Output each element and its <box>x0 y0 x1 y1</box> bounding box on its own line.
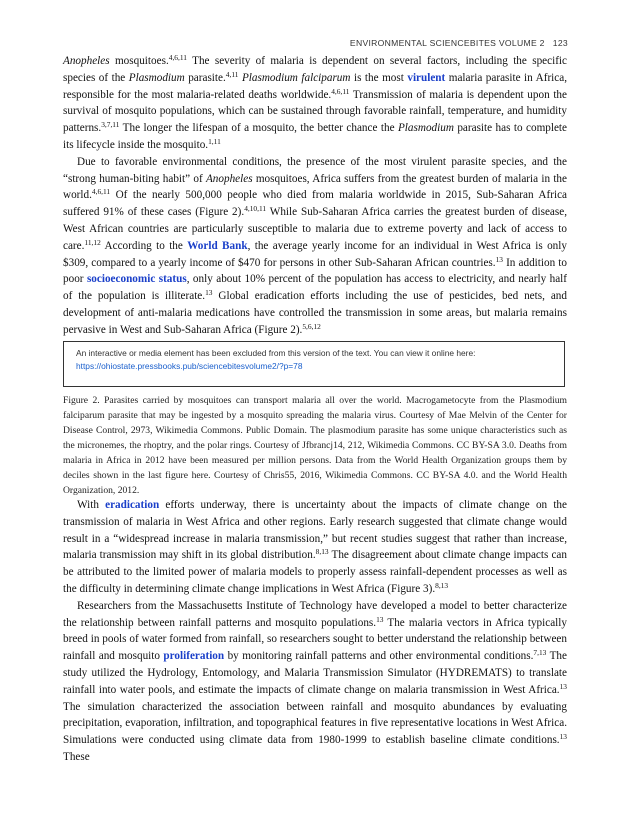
body-text-top <box>63 53 567 339</box>
citation: 4,6,11 <box>168 53 187 62</box>
citation: 8,13 <box>435 580 449 590</box>
embed-online-link[interactable]: https://ohiostate.pressbooks.pub/sciencebitesvolume2/?p=78 <box>76 360 303 371</box>
italic-term: Plasmodium falciparum <box>241 71 351 84</box>
text-run: malaria parasite in Africa, responsible for the most malaria-related deaths worldwide. <box>63 71 568 101</box>
running-header <box>350 38 568 48</box>
text-run: The severity of malaria is dependent on several factors, including the specific species of the <box>63 55 568 84</box>
citation: 8,13 <box>315 547 329 557</box>
citation: 4,10,11 <box>244 204 267 214</box>
text-run: mosquitoes. <box>109 55 169 67</box>
excluded-media-notice <box>63 341 565 387</box>
text-run: The longer the lifespan of a mosquito, the better chance the <box>119 122 398 135</box>
text-run: The disagreement about climate change impacts can be attributed to the limited power of malaria models to properly assess rainfall-dependent processes as well as the difficulty in determining climate change implications in West Africa (Figure 3). <box>63 549 567 595</box>
header-title: ENVIRONMENTAL SCIENCEBITES VOLUME 2 <box>349 38 545 48</box>
citation: 13 <box>205 288 213 298</box>
paragraph-2 <box>63 154 567 339</box>
text-run: The study utilized the Hydrology, Entomology, and Malaria Transmission Simulator (HYDREMATS) to translate rainfall into water pools, and estimate the impacts of climate change on malaria transmission in West Africa. <box>63 650 567 696</box>
text-run: With <box>77 499 106 511</box>
text-run: parasite. <box>184 71 226 84</box>
caption-text: Figure 2. Parasites carried by mosquitoes can transport malaria all over the world. Macrogametocyte from the Plasmodium falciparum parasite that may be ingested by a mosquito spreading the malaria virus. Courtesy of Mae Melvin of the Center for Disease Control, 2973, Wikimedia Commons. Public Domain. The plasmodium parasite has some unique characteristics such as the micronemes, the rhoptry, and the polar rings. Courtesy of Jfbrancj14, 212, Wikimedia Commons. CC BY-SA 3.0. Deaths from malaria in Africa in 2012 have been measured per million persons. Data from the World Health Organization groups them by deciles shown in the last figure here. Courtesy of Chris55, 2016, Wikimedia Commons. CC BY-SA 4.0. and the World Health Organization, 2012. <box>63 395 567 496</box>
paragraph-1 <box>63 53 567 154</box>
text-run: Transmission of malaria is dependent upon the survival of mosquito populations, which can be sustained through favorable rainfall, temperature, and humidity patterns. <box>63 88 567 135</box>
text-run: , the average yearly income for an individual in West Africa is only $309, compared to a yearly income of $470 for persons in other Sub-Saharan African countries. <box>63 239 567 269</box>
text-run: Global eradication efforts including the use of pesticides, bed nets, and development of anti-malaria medications have controlled the transmission in some areas, but malaria remains pervasive in West and Sub-Saharan Africa (Figure 2). <box>63 290 567 336</box>
body-text-bottom <box>63 497 567 766</box>
italic-term: Plasmodium <box>128 71 185 84</box>
text-run: mosquitoes, Africa suffers from the greatest burden of malaria in the world. <box>63 172 567 202</box>
text-run: The simulation characterized the association between rainfall and mosquito abundances by evaluating precipitation, evaporation, infiltration, and topographical features in five representative locations in West Africa. Simulations were conducted using climate data from 1980-1999 to establish baseline climate conditions. <box>63 700 567 747</box>
italic-term: Anopheles <box>63 55 110 67</box>
citation: 5,6,12 <box>302 321 321 331</box>
text-run: parasite has to complete its lifecycle inside the mosquito. <box>63 122 568 151</box>
text-run: , only about 10% percent of the population has access to electricity, and nearly half of the population is illiterate. <box>63 273 567 303</box>
link-socioeconomic-status[interactable]: socioeconomic status <box>86 273 187 286</box>
citation: 11,12 <box>84 237 101 247</box>
link-proliferation[interactable]: proliferation <box>163 650 225 663</box>
text-run: efforts underway, there is uncertainty about the impacts of climate change on the transmission of malaria in West Africa and other regions. Early research suggested that climate change would result in a “widespread increase in malaria transmission,” but recent studies suggest that rather than increase, malaria transmission may shift in its global distribution. <box>63 499 567 562</box>
page-number: 123 <box>552 38 568 48</box>
text-run: is the most <box>350 71 408 84</box>
text-run: Due to favorable environmental conditions, the presence of the most virulent parasite species, and the “strong human-biting habit” of <box>63 155 567 185</box>
link-virulent[interactable]: virulent <box>407 71 446 84</box>
link-world-bank[interactable]: World Bank <box>187 239 248 252</box>
citation: 1,11 <box>208 136 221 146</box>
citation: 4,6,11 <box>331 86 350 96</box>
citation: 13 <box>559 732 567 742</box>
italic-term: Anopheles <box>205 172 253 185</box>
citation: 13 <box>559 681 567 691</box>
citation: 13 <box>376 614 384 624</box>
citation: 13 <box>495 254 503 264</box>
embed-notice-text: An interactive or media element has been excluded from this version of the text. You can view it online here: <box>76 348 476 358</box>
text-run: The malaria vectors in Africa typically breed in pools of water formed from rainfall, so researchers sought to better understand the relationship between rainfall and mosquito <box>63 616 567 663</box>
citation: 4,6,11 <box>91 187 111 197</box>
link-eradication[interactable]: eradication <box>105 499 160 511</box>
citation: 4,11 <box>225 69 239 79</box>
paragraph-4 <box>63 598 567 766</box>
italic-term: Plasmodium <box>397 122 454 135</box>
figure-caption <box>63 393 567 498</box>
text-run: by monitoring rainfall patterns and other environmental conditions. <box>224 650 534 663</box>
text-run: In addition to poor <box>63 256 568 286</box>
text-run: While Sub-Saharan Africa carries the greatest burden of disease, West African countries are particularly susceptible to malaria due to extreme poverty and lack of access to care. <box>63 206 567 252</box>
text-run: These <box>63 750 90 763</box>
citation: 7,13 <box>533 648 547 658</box>
paragraph-3 <box>63 497 567 598</box>
citation: 3,7,11 <box>101 120 120 130</box>
text-run: According to the <box>100 239 188 252</box>
text-run: Researchers from the Massachusetts Institute of Technology have developed a model to better characterize the relationship between rainfall patterns and mosquito populations. <box>63 599 567 629</box>
text-run: Of the nearly 500,000 people who died from malaria worldwide in 2015, Sub-Saharan Africa suffered 91% of these cases (Figure 2). <box>63 189 567 219</box>
